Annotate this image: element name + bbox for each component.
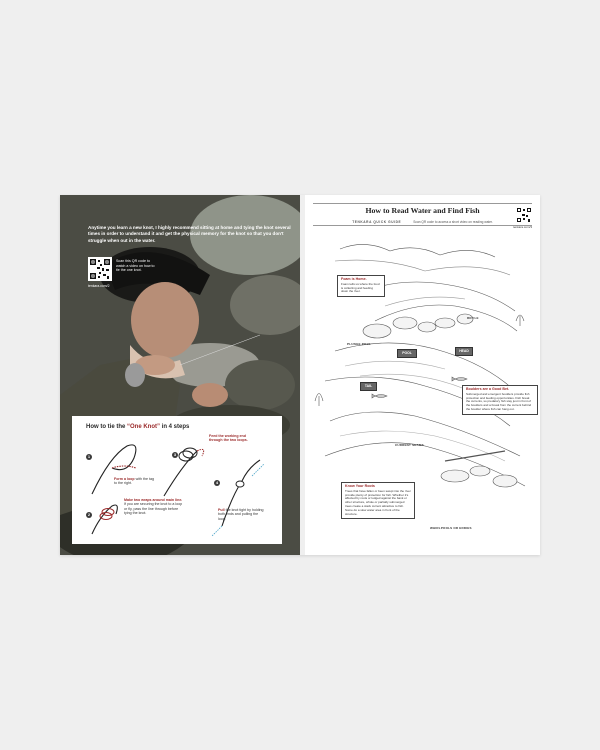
knot-card (72, 416, 282, 544)
subtitle-text: Scan QR code to access a short video on reading water. (413, 220, 493, 224)
qr-block (88, 257, 158, 281)
knot-step-1-diagram (92, 445, 136, 494)
intro-text: Anytime you learn a new knot, I highly recommend sitting at home and tying the knot several times in order to understand it and get the physical memory for the knot so that you don't struggle when out in the water. (88, 225, 291, 243)
step-4-text: Pull the knot tight by holding both ends and pulling the loop. (218, 508, 264, 521)
qr-code-icon[interactable] (88, 257, 112, 281)
step-4-number: 4 (215, 480, 219, 485)
knot-step-4-diagram (212, 460, 264, 536)
knot-step-3-diagram (164, 448, 204, 496)
divider (313, 203, 532, 204)
step-2-number: 2 (87, 512, 91, 517)
step-1-number: 1 (87, 454, 91, 459)
qr-code-icon[interactable] (516, 207, 532, 223)
sign-pool: POOL (397, 349, 417, 358)
booklet-spread (60, 195, 540, 555)
label-riffle: RIFFLE (467, 316, 479, 320)
knot-card-title: How to tie the “One Knot” in 4 steps (86, 424, 190, 430)
sign-head: HEAD (455, 347, 473, 356)
label-whirlpools: WHIRLPOOLS OR EDDIES (430, 526, 472, 530)
step-2-text: Make two wraps around main line. If you are securing the knot to a loop or fly, pass the line through before tying the knot. (124, 498, 183, 516)
page-title: How to Read Water and Find Fish (365, 206, 480, 215)
divider (313, 225, 532, 226)
label-plunge-pool: PLUNGE POOL (347, 342, 372, 346)
step-3-number: 3 (173, 452, 177, 457)
subtitle-row (305, 220, 540, 224)
brand-label: TENKARA QUICK GUIDE (352, 220, 402, 224)
left-page (60, 195, 300, 555)
page-url[interactable]: tenkara.com/3 (512, 225, 532, 229)
callout-roots: Know Your Roots Trees that have fallen or been swept into the river provide plenty of protection for fish. Whether it's affected by roots or lodged against the bank or other structure, whole or partially submerged trees create a slack current attractive to fish. Some do a slow water area in front of the structure. (341, 482, 415, 519)
qr-url[interactable]: tenkara.com/2 (88, 284, 110, 288)
step-3-text: Feed the working end through the two loops. (209, 434, 248, 443)
right-page (305, 195, 540, 555)
callout-boulders: Boulders are a Good Bet. Submerged and emergent boulders provide fish protection and feeding opportunities. Fish break the currents, so predatory fish stay just in front of the boulders and a break from the current behind the boulder where fish can hang out. (462, 385, 538, 415)
step-1-text: Form a loop with the tag to the right. (114, 477, 154, 486)
sign-tail: TAIL (360, 382, 377, 391)
callout-foam: Foam is Home. Foam tells us where the food is collecting and feeding down the river. (337, 275, 385, 297)
qr-caption: Scan this QR code to watch a video on how to tie the one knot. (116, 259, 155, 273)
label-current-seams: CURRENT SEAMS (395, 443, 424, 447)
knot-step-2-diagram (92, 505, 117, 534)
